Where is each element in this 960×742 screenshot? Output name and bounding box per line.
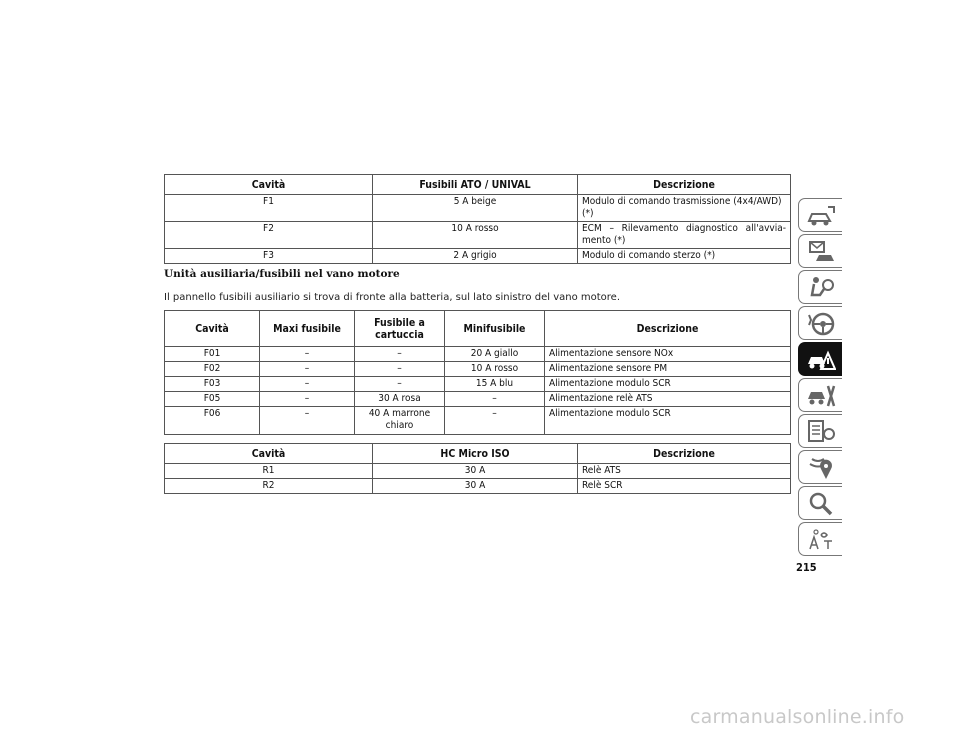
table-cell: Alimentazione relè ATS	[545, 392, 791, 407]
table-cell: Alimentazione sensore PM	[545, 362, 791, 377]
table-cell: –	[445, 407, 545, 435]
table-cell: 30 A	[373, 479, 578, 494]
airbag-seat-icon	[806, 275, 836, 301]
chapter-tab-3[interactable]	[798, 270, 842, 304]
table-cell: F01	[165, 347, 260, 362]
table-cell: Modulo di comando sterzo (*)	[578, 249, 791, 264]
table-row	[165, 392, 791, 407]
table-cell: 15 A blu	[445, 377, 545, 392]
language-letters-icon	[806, 527, 836, 553]
section-paragraph: Il pannello fusibili ausiliario si trova di fronte alla batteria, sul lato sinistro del vano motore.	[164, 292, 620, 303]
table-cell: F3	[165, 249, 373, 264]
table-cell: 30 A	[373, 464, 578, 479]
table-cell: –	[445, 392, 545, 407]
table-cell: Alimentazione modulo SCR	[545, 377, 791, 392]
table-header-row	[165, 175, 791, 195]
table-cell: 10 A rosso	[373, 222, 578, 249]
table-cell: –	[355, 377, 445, 392]
table-cell: 2 A grigio	[373, 249, 578, 264]
chapter-tab-6[interactable]	[798, 378, 842, 412]
table-row	[165, 362, 791, 377]
table-header-cell: Fusibile a cartuccia	[355, 311, 445, 347]
steering-wheel-icon	[806, 311, 836, 337]
table-header-cell: Cavità	[165, 175, 373, 195]
table-header-cell: Minifusibile	[445, 311, 545, 347]
media-pin-icon	[806, 455, 836, 481]
car-tools-icon	[806, 383, 836, 409]
table-cell: Relè ATS	[578, 464, 791, 479]
service-checklist-icon	[806, 419, 836, 445]
table-cell: –	[260, 392, 355, 407]
table-row	[165, 195, 791, 222]
chapter-tab-7[interactable]	[798, 414, 842, 448]
magnifier-index-icon	[806, 491, 836, 517]
table-row	[165, 377, 791, 392]
table-cell: Alimentazione modulo SCR	[545, 407, 791, 435]
page-number: 215	[796, 561, 817, 574]
envelope-car-icon	[806, 239, 836, 265]
table-header-cell: Fusibili ATO / UNIVAL	[373, 175, 578, 195]
table-row	[165, 479, 791, 494]
table-row	[165, 347, 791, 362]
table-cell: R2	[165, 479, 373, 494]
table-cell: –	[260, 347, 355, 362]
chapter-tab-4[interactable]	[798, 306, 842, 340]
table-cell: F02	[165, 362, 260, 377]
table-row	[165, 464, 791, 479]
table-cell: F2	[165, 222, 373, 249]
car-dashboard-icon	[806, 203, 836, 229]
table-cell: F05	[165, 392, 260, 407]
chapter-tab-10[interactable]	[798, 522, 842, 556]
table-row	[165, 407, 791, 435]
table-cell: F1	[165, 195, 373, 222]
table-header-cell: Maxi fusibile	[260, 311, 355, 347]
section-heading: Unità ausiliaria/fusibili nel vano motore	[164, 268, 400, 280]
chapter-tab-2[interactable]	[798, 234, 842, 268]
table-row	[165, 249, 791, 264]
table-header-cell: Descrizione	[578, 444, 791, 464]
chapter-tab-8[interactable]	[798, 450, 842, 484]
table-header-row	[165, 311, 791, 347]
fuse-table-ato-unival	[164, 174, 791, 264]
table-cell: R1	[165, 464, 373, 479]
table-cell: ECM – Rilevamento diagnostico all'avvia-mento (*)	[578, 222, 791, 249]
table-cell: Alimentazione sensore NOx	[545, 347, 791, 362]
table-header-cell: Cavità	[165, 444, 373, 464]
car-warning-icon	[806, 347, 836, 373]
table-cell: –	[260, 407, 355, 435]
table-header-cell: Cavità	[165, 311, 260, 347]
relay-table-hc-micro-iso	[164, 443, 791, 494]
table-cell: –	[355, 362, 445, 377]
table-cell: F03	[165, 377, 260, 392]
table-cell: 5 A beige	[373, 195, 578, 222]
fuse-table-engine-bay	[164, 310, 791, 435]
table-cell: –	[260, 362, 355, 377]
table-cell: 40 A marrone chiaro	[355, 407, 445, 435]
watermark: carmanualsonline.info	[690, 706, 905, 728]
table-cell: –	[355, 347, 445, 362]
table-cell: –	[260, 377, 355, 392]
table-header-row	[165, 444, 791, 464]
table-cell: 20 A giallo	[445, 347, 545, 362]
table-cell: 30 A rosa	[355, 392, 445, 407]
table-cell: F06	[165, 407, 260, 435]
chapter-tab-5[interactable]	[798, 342, 842, 376]
chapter-tab-9[interactable]	[798, 486, 842, 520]
table-header-cell: HC Micro ISO	[373, 444, 578, 464]
table-cell: Relè SCR	[578, 479, 791, 494]
table-header-cell: Descrizione	[578, 175, 791, 195]
table-header-cell: Descrizione	[545, 311, 791, 347]
table-cell: 10 A rosso	[445, 362, 545, 377]
table-row	[165, 222, 791, 249]
chapter-tab-1[interactable]	[798, 198, 842, 232]
table-cell: Modulo di comando trasmissione (4x4/AWD) (*)	[578, 195, 791, 222]
